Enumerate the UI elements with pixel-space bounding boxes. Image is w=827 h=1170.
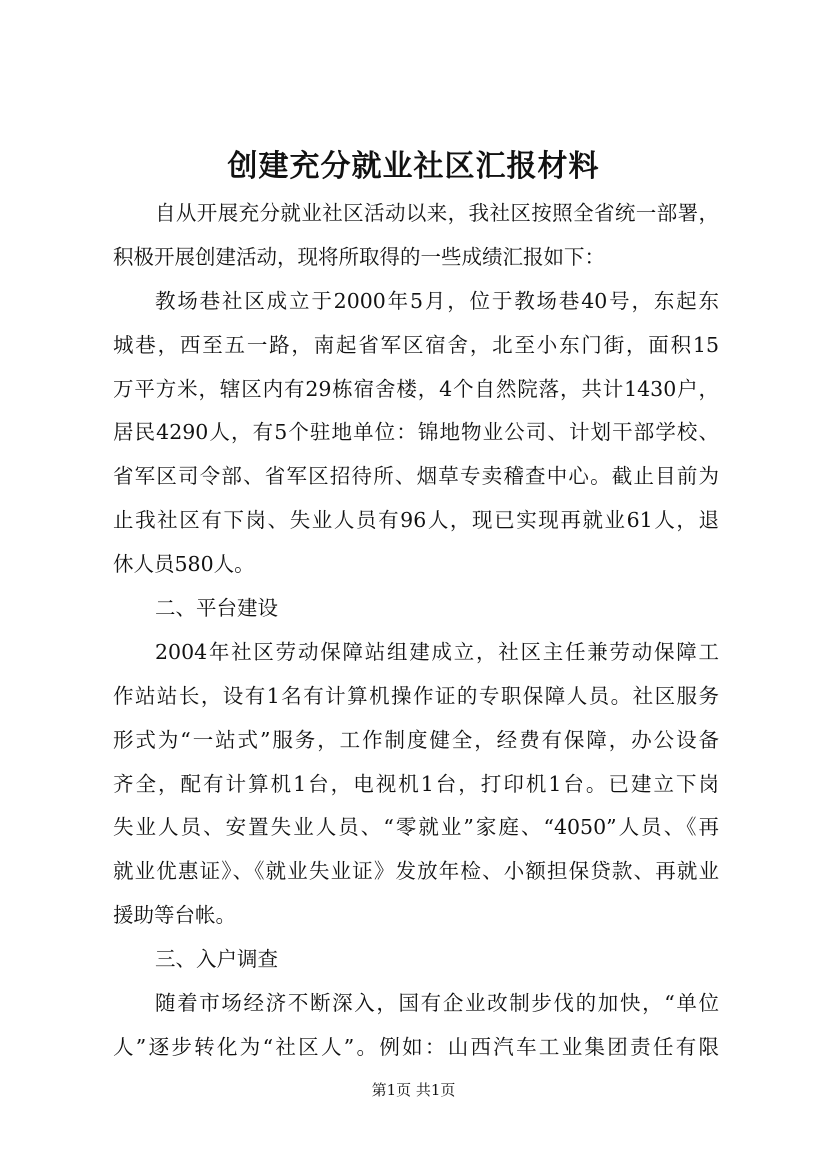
paragraph-line: 万平方米，辖区内有29栋宿舍楼，4个自然院落，共计1430户， xyxy=(113,376,719,401)
paragraph-line: 止我社区有下岗、失业人员有96人，现已实现再就业61人，退 xyxy=(113,508,719,533)
document-title: 创建充分就业社区汇报材料 xyxy=(227,149,600,184)
paragraph-line: 2004年社区劳动保障站组建成立，社区主任兼劳动保障工 xyxy=(155,639,719,664)
paragraph-line: 随着市场经济不断深入，国有企业改制步伐的加快，“单位 xyxy=(155,991,719,1016)
paragraph-line: 教场巷社区成立于2000年5月，位于教场巷40号，东起东 xyxy=(155,288,719,313)
paragraph-line: 形式为“一站式”服务，工作制度健全，经费有保障，办公设备 xyxy=(113,727,719,752)
page-number-footer: 第1页 共1页 xyxy=(371,1081,456,1099)
paragraph-line: 积极开展创建活动，现将所取得的一些成绩汇报如下： xyxy=(113,244,605,269)
paragraph-line: 自从开展充分就业社区活动以来，我社区按照全省统一部署， xyxy=(155,201,719,225)
paragraph-line: 人”逐步转化为“社区人”。例如：山西汽车工业集团责任有限 xyxy=(113,1034,719,1059)
paragraph-line: 休人员580人。 xyxy=(113,552,255,577)
paragraph-line: 省军区司令部、省军区招待所、烟草专卖稽查中心。截止目前为 xyxy=(113,464,719,489)
paragraph-line: 居民4290人，有5个驻地单位：锦地物业公司、计划干部学校、 xyxy=(113,420,719,445)
paragraph-line: 就业优惠证》、《就业失业证》发放年检、小额担保贷款、再就业 xyxy=(113,859,719,884)
section-heading: 二、平台建设 xyxy=(155,596,278,621)
paragraph-line: 援助等台帐。 xyxy=(113,903,236,928)
paragraph-line: 失业人员、安置失业人员、“零就业”家庭、“4050”人员、《再 xyxy=(113,815,719,840)
paragraph-line: 作站站长，设有1名有计算机操作证的专职保障人员。社区服务 xyxy=(113,683,719,708)
paragraph-line: 齐全，配有计算机1台，电视机1台，打印机1台。已建立下岗 xyxy=(113,771,719,796)
paragraph-line: 城巷，西至五一路，南起省军区宿舍，北至小东门街，面积15 xyxy=(113,332,719,357)
section-heading: 三、入户调查 xyxy=(155,947,278,972)
document-body xyxy=(113,192,719,1070)
